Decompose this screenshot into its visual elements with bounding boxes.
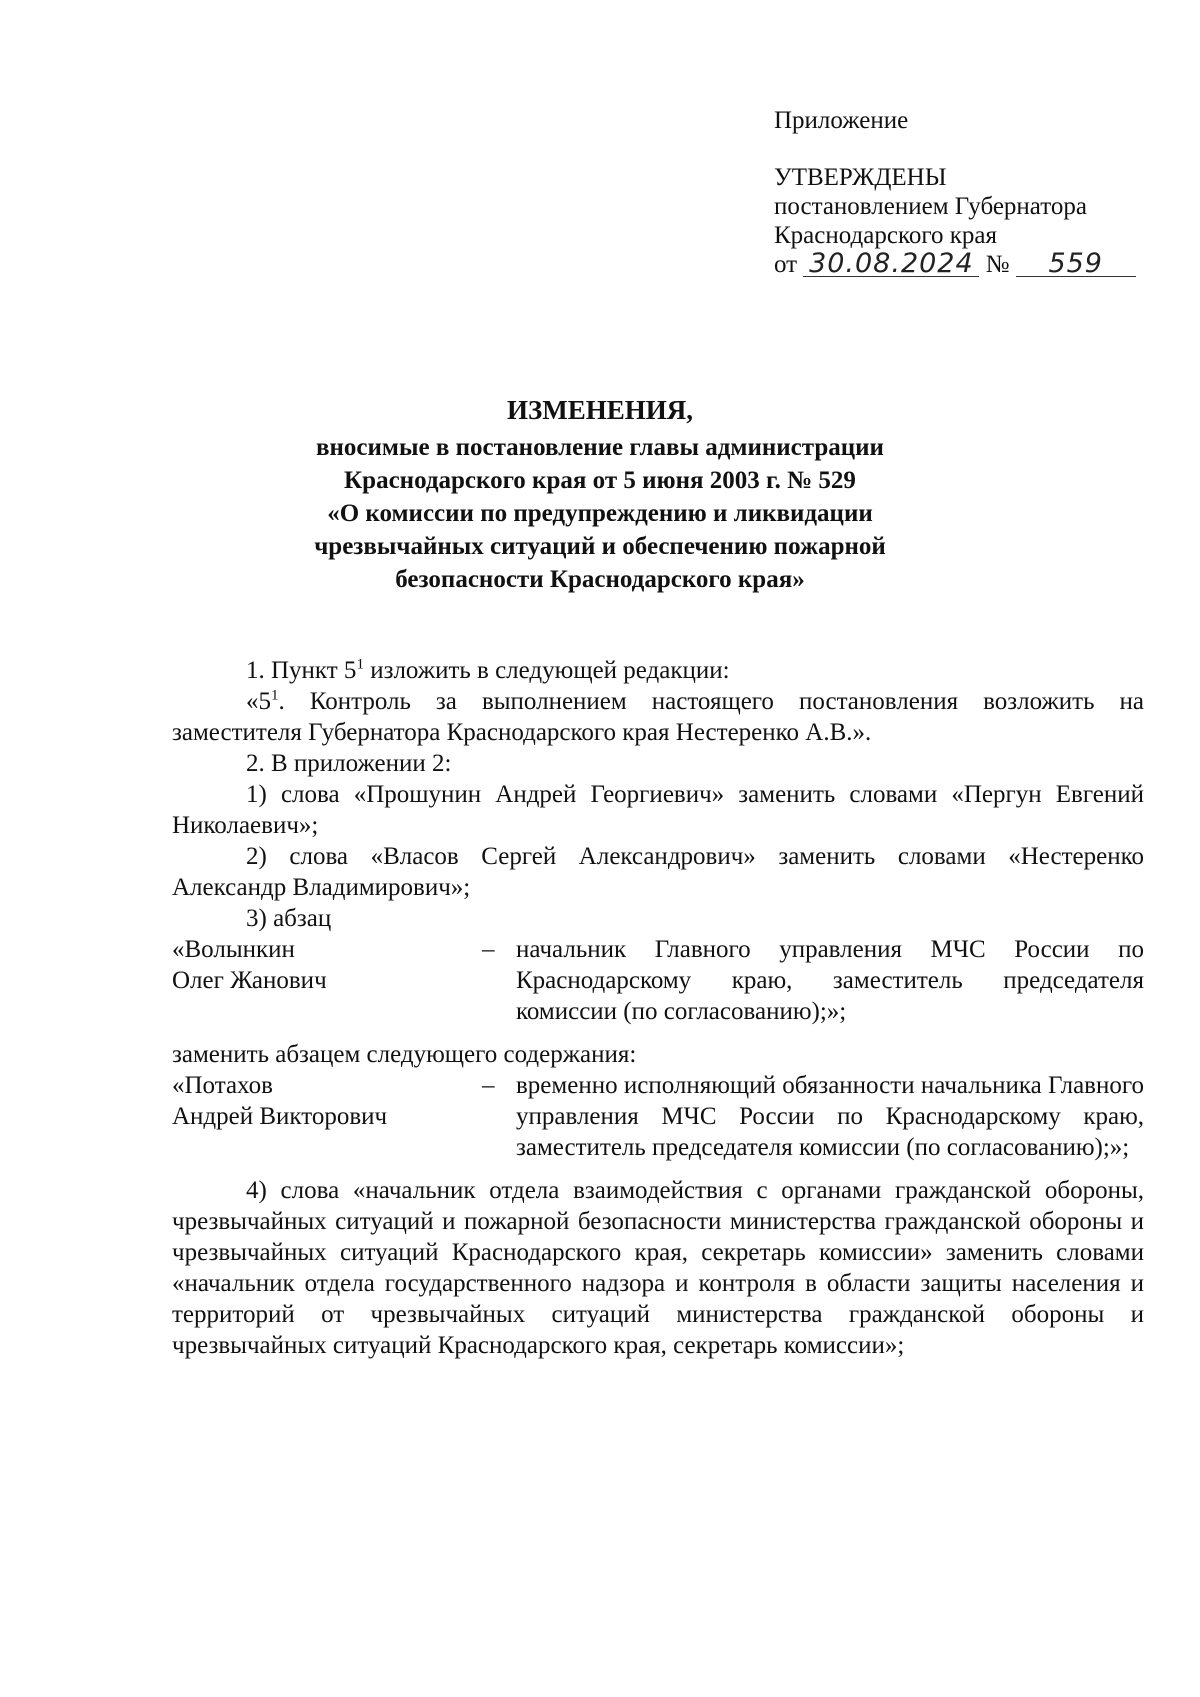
document-body (172, 655, 1144, 1361)
member-name-new: «Потахов Андрей Викторович (172, 1072, 388, 1130)
paragraph-5: 2) слова «Власов Сергей Александрович» заменить словами «Нестеренко Александр Владимирович»; (172, 843, 1144, 901)
title-line-1: вносимые в постановление главы администрации (316, 434, 884, 461)
appendix-label: Приложение (774, 107, 909, 134)
member-name-old: «Волынкин Олег Жанович (172, 936, 327, 994)
date-number-line (774, 250, 1136, 279)
document-title (170, 394, 1030, 596)
title-main: ИЗМЕНЕНИЯ, (506, 395, 693, 425)
approval-stamp (774, 106, 1136, 279)
approved-by-line2: Краснодарского края (774, 222, 997, 249)
paragraph-4: 1) слова «Прошунин Андрей Георгиевич» заменить словами «Пергун Евгений Николаевич»; (172, 781, 1144, 839)
title-line-3: «О комиссии по предупреждению и ликвидации (327, 500, 873, 527)
handwritten-number: 559 (1016, 252, 1136, 277)
title-line-2: Краснодарского края от 5 июня 2003 г. № 529 (344, 467, 856, 494)
paragraph-2: «$5^1$. Контроль за выполнением настоящего постановления возложить на заместителя Губернатора Краснодарского края Нестеренко А.В.». (172, 687, 1144, 746)
member-row-old (172, 934, 1144, 1027)
paragraph-6: 3) абзац (246, 905, 332, 932)
member-row-new (172, 1070, 1144, 1163)
paragraph-7: заменить абзацем следующего содержания: (172, 1041, 637, 1068)
member-position-old: начальник Главного управления МЧС России по Краснодарскому краю, заместитель председателя комиссии (по согласованию);»; (516, 936, 1144, 1025)
member-position-new: временно исполняющий обязанности начальника Главного управления МЧС России по Краснодарскому краю, заместитель председателя комиссии (по согласованию);»; (516, 1072, 1144, 1161)
paragraph-1: 1. Пункт $5^1$ изложить в следующей редакции: (246, 656, 730, 684)
handwritten-date: 30.08.2024 (803, 252, 979, 277)
paragraph-3: 2. В приложении 2: (246, 750, 452, 777)
date-prefix: от (774, 251, 798, 278)
row-dash: – (482, 936, 495, 963)
approved-label: УТВЕРЖДЕНЫ (774, 164, 947, 191)
row-dash: – (482, 1072, 495, 1099)
title-line-5: безопасности Краснодарского края» (395, 566, 805, 593)
title-line-4: чрезвычайных ситуаций и обеспечению пожарной (314, 533, 886, 560)
paragraph-8: 4) слова «начальник отдела взаимодействия с органами гражданской обороны, чрезвычайных ситуаций и пожарной безопасности министерства гражданской обороны и чрезвычайных ситуаций Краснодарского края, секретарь комиссии» заменить словами «начальник отдела государственного надзора и контроля в области защиты населения и территорий от чрезвычайных ситуаций министерства гражданской обороны и чрезвычайных ситуаций Краснодарского края, секретарь комиссии»; (172, 1177, 1144, 1359)
approved-by-line1: постановлением Губернатора (774, 193, 1087, 220)
number-sign: № (985, 251, 1010, 278)
